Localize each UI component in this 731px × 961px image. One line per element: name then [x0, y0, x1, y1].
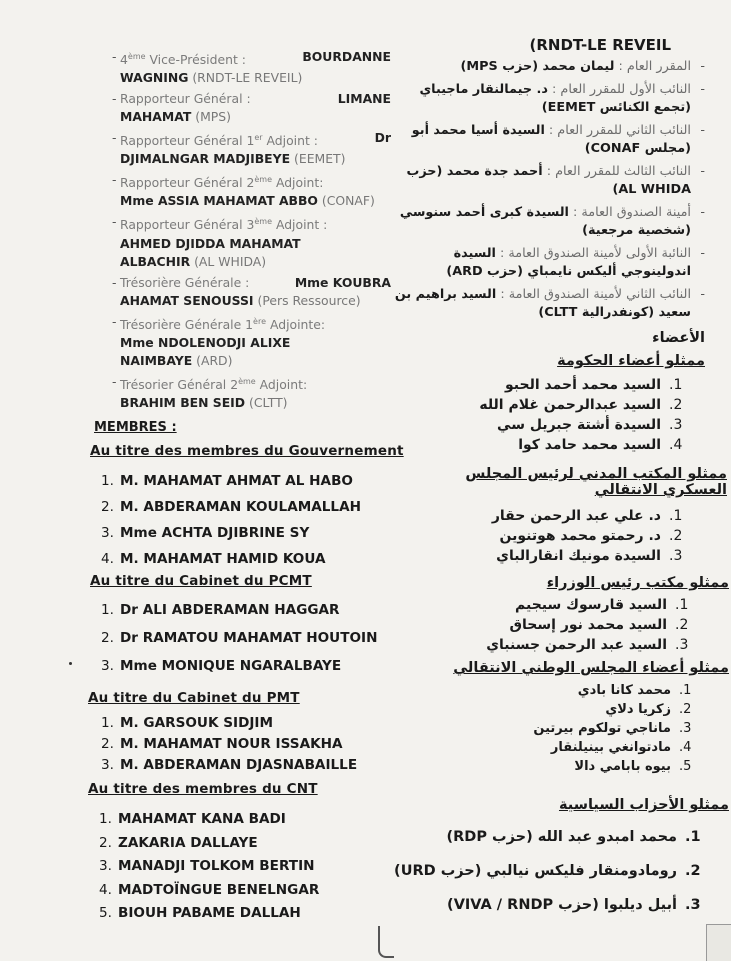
member-name: MADTOÏNGUE BENELNGAR	[118, 881, 320, 898]
officer-role-line	[120, 274, 391, 292]
officer-name-line	[120, 69, 391, 87]
ar-officer-entry	[385, 122, 705, 159]
member-item	[96, 902, 319, 926]
ar-member-item	[394, 897, 707, 913]
ar-section-title-pcmt: ممثلو المكتب المدني لرئيس المجلس العسكري الانتقالي	[465, 466, 727, 498]
officer-org: (RNDT-LE REVEIL)	[192, 70, 303, 86]
government-members-list	[88, 468, 361, 572]
ar-member-item	[533, 721, 701, 736]
ar-members-title: الأعضاء	[652, 330, 705, 346]
ink-dot	[69, 662, 72, 665]
ar-member-item	[394, 863, 707, 879]
officer-org: (AL WHIDA)	[194, 253, 267, 269]
ar-member-number: .3	[669, 417, 683, 433]
officer-name: MAHAMAT	[120, 109, 192, 125]
member-item	[88, 734, 357, 755]
ar-member-name: زكريا دلاي	[605, 702, 671, 717]
officer-role: - Trésorière Générale :	[120, 274, 250, 290]
ar-officer-role: النائب الثاني لأمينة الصندوق العامة :	[500, 286, 691, 302]
member-name: MAHAMAT KANA BADI	[118, 811, 286, 827]
member-item	[96, 832, 319, 856]
ar-member-name: السيد محمد أحمد الحبو	[505, 377, 661, 393]
ar-member-item	[486, 597, 697, 613]
officers-list-ar	[385, 58, 705, 327]
ar-member-name: رومادومنقار فليكس نيالبي (حزب URD)	[394, 863, 677, 879]
member-number: 3.	[101, 525, 114, 541]
ar-member-name: أبيل ديلبوا (حزب VIVA / RNDP)	[447, 897, 677, 913]
officer-entry	[86, 274, 391, 310]
ar-officer-role: المقرر العام :	[618, 59, 691, 74]
member-number: 2.	[101, 736, 114, 752]
member-item	[88, 755, 357, 776]
ar-member-item	[479, 417, 691, 433]
section-title-pmt: Au titre du Cabinet du PMT	[88, 690, 300, 706]
member-number: 1.	[101, 602, 114, 618]
ar-member-number: .3	[675, 637, 689, 653]
officer-role-line	[120, 373, 391, 394]
ar-section-title-cnt: ممثلو أعضاء المجلس الوطني الانتقالي	[453, 660, 729, 676]
ar-member-name: د. رحمتو محمد هوتنوين	[499, 528, 661, 544]
ar-member-item	[479, 397, 691, 413]
member-name: Dr ALI ABDERAMAN HAGGAR	[120, 602, 340, 618]
ar-member-name: بيوه بابامي دالا	[574, 759, 671, 774]
ar-member-name: ماناجي تولكوم بيرتين	[533, 721, 671, 736]
pmt-members-list	[88, 713, 357, 776]
ar-officer-name: ليمان محمد (حزب MPS)	[460, 59, 615, 74]
member-number: 4.	[101, 551, 114, 567]
handwritten-mark	[378, 926, 394, 958]
ar-member-number: .1	[669, 508, 683, 524]
member-item	[88, 468, 361, 494]
officer-entry	[86, 373, 391, 412]
ar-member-item	[486, 617, 697, 633]
member-name: BIOUH PABAME DALLAH	[118, 905, 301, 921]
member-number: 2.	[101, 499, 114, 515]
member-name: M. GARSOUK SIDJIM	[120, 715, 273, 731]
officer-org: (ARD)	[196, 352, 233, 368]
ar-section-title-parties: ممثلو الأحزاب السياسية	[558, 797, 729, 813]
ar-member-name: السيد محمد حامد كوا	[518, 437, 661, 453]
member-name: M. MAHAMAT HAMID KOUA	[120, 551, 326, 567]
member-name: MANADJI TOLKOM BERTIN	[118, 858, 315, 874]
ar-member-name: السيدة مونيك انقارالباي	[496, 548, 661, 564]
ar-member-number: .1	[675, 597, 689, 613]
officer-role: - Rapporteur Général 3ème Adjoint :	[120, 217, 328, 233]
member-number: 2.	[99, 834, 112, 851]
members-title: MEMBRES :	[94, 420, 177, 435]
ar-officer-entry	[385, 81, 705, 118]
ar-officer-entry	[385, 163, 705, 200]
member-number: 1.	[101, 473, 114, 489]
officer-role: - Rapporteur Général 2ème Adjoint:	[120, 175, 324, 191]
member-item	[96, 808, 319, 832]
ar-member-item	[533, 702, 701, 717]
member-number: 2.	[101, 630, 114, 646]
officer-name-part: Mme KOUBRA	[294, 274, 391, 290]
officer-role-line	[120, 171, 391, 192]
ar-member-name: محمد امبدو عبد الله (حزب RDP)	[446, 829, 677, 845]
ar-section-title-pmt: ممثلو مكتب رئيس الوزراء	[546, 575, 729, 591]
officer-role-line	[120, 213, 391, 234]
officer-name-line	[120, 108, 391, 126]
ar-member-name: السيد عبدالرحمن غلام الله	[479, 397, 661, 413]
officer-name-line	[120, 394, 391, 412]
ar-member-name: السيد قارسوك سيجيم	[515, 597, 667, 613]
ar-member-item	[394, 829, 707, 845]
officer-name-part: BOURDANNE	[302, 49, 391, 64]
member-number: 3.	[101, 658, 114, 674]
member-name: Dr RAMATOU MAHAMAT HOUTOIN	[120, 630, 378, 646]
member-name: M. ABDERAMAN DJASNABAILLE	[120, 757, 358, 773]
officer-entry	[86, 171, 391, 210]
ar-member-number: .1	[669, 377, 683, 393]
ar-member-number: .2	[685, 863, 701, 879]
ar-member-name: د. علي عبد الرحمن حقار	[491, 508, 661, 524]
ar-pmt-members-list	[486, 597, 697, 657]
member-item	[96, 879, 319, 903]
page-corner-fold	[706, 924, 731, 961]
officer-org: (Pers Ressource)	[257, 292, 361, 308]
officer-name: BRAHIM BEN SEID	[120, 394, 246, 410]
ar-member-name: السيدة أشتة جبريل سي	[497, 417, 661, 433]
ar-member-number: .4	[679, 740, 692, 755]
member-name: Mme MONIQUE NGARALBAYE	[120, 658, 342, 674]
officer-role-line	[120, 90, 391, 108]
member-number: 1.	[101, 715, 114, 731]
member-name: Mme ACHTA DJIBRINE SY	[120, 525, 310, 541]
ar-member-number: .1	[679, 683, 692, 698]
member-item	[88, 596, 377, 624]
officer-role-line	[120, 129, 391, 150]
ar-member-number: .2	[669, 528, 683, 544]
member-item	[88, 546, 361, 572]
ar-officer-role: النائب الثالث للمقرر العام :	[546, 163, 691, 179]
member-name: ZAKARIA DALLAYE	[118, 834, 258, 851]
ar-officer-entry	[385, 58, 705, 77]
ar-member-name: مادتوانغي بينيلنقار	[550, 740, 671, 755]
member-number: 4.	[99, 881, 112, 898]
ar-officer-role: النائب الأول للمقرر العام :	[552, 81, 691, 97]
section-title-pcmt: Au titre du Cabinet du PCMT	[90, 573, 312, 589]
ar-officer-name: السيدة اندولينوجي أليكس نايمباي (حزب ARD)	[446, 245, 691, 279]
cnt-members-list	[96, 808, 319, 926]
ar-member-item	[492, 548, 691, 564]
ar-member-number: .4	[669, 437, 683, 453]
member-item	[88, 520, 361, 546]
member-name: M. MAHAMAT AHMAT AL HABO	[120, 473, 353, 489]
ar-officer-name: السيد براهيم بن سعيد (كونفدرالية CLTT)	[394, 286, 691, 320]
officer-role: - Trésorière Générale 1ère Adjointe:	[120, 316, 326, 332]
officer-role-line	[120, 313, 391, 334]
officer-name: Mme NDOLENODJI ALIXE	[120, 334, 291, 350]
ar-officer-name: د. جيمالنقار ماجيباي (تجمع الكنائس EEMET)	[419, 81, 691, 115]
ar-officer-name: أحمد جدة محمد (حزب AL WHIDA)	[406, 163, 691, 197]
officer-name-line	[120, 292, 391, 310]
member-number: 3.	[99, 858, 112, 874]
member-number: 1.	[99, 811, 112, 827]
officer-name: Mme ASSIA MAHAMAT ABBO	[120, 193, 318, 209]
ar-officer-name: السيدة كبرى أحمد سنوسي (شخصية مرجعية)	[399, 204, 691, 238]
ar-section-title-government: ممثلو أعضاء الحكومة	[557, 353, 705, 369]
ar-member-item	[533, 683, 701, 698]
ar-member-item	[492, 528, 691, 544]
ar-government-members-list	[479, 377, 691, 457]
officer-name-line	[120, 192, 391, 210]
officer-name-line	[120, 334, 391, 370]
officer-entry	[86, 129, 391, 168]
ar-member-item	[533, 759, 701, 774]
ar-officer-name: السيدة أسيا محمد أبو (مجلس CONAF)	[411, 122, 691, 156]
ar-officer-role: أمينة الصندوق العامة :	[573, 204, 691, 220]
officer-org: (EEMET)	[294, 151, 346, 167]
pcmt-members-list	[88, 596, 377, 680]
ar-officer-role: النائبة الأولى لأمينة الصندوق العامة :	[500, 245, 691, 261]
ar-member-item	[479, 377, 691, 393]
ar-officer-role: النائب الثاني للمقرر العام :	[548, 122, 691, 138]
officer-name: WAGNING	[120, 70, 189, 86]
ar-member-number: .3	[679, 721, 692, 736]
officer-name: AHAMAT SENOUSSI	[120, 292, 254, 308]
ar-member-number: .3	[669, 548, 683, 564]
member-name: M. MAHAMAT NOUR ISSAKHA	[120, 736, 343, 752]
section-title-cnt: Au titre des membres du CNT	[88, 781, 318, 797]
ar-pcmt-members-list	[492, 508, 691, 568]
section-title-government: Au titre des membres du Gouvernement	[90, 443, 404, 459]
member-item	[88, 652, 377, 680]
member-item	[88, 713, 357, 734]
member-item	[88, 624, 377, 652]
ar-member-item	[492, 508, 691, 524]
officer-name-line	[120, 235, 391, 271]
ar-header-party: (RNDT-LE REVEIL	[529, 36, 671, 54]
officer-role: - 4ème Vice-Président :	[120, 52, 246, 68]
officer-name-part: LIMANE	[337, 91, 391, 107]
ar-member-item	[486, 637, 697, 653]
officer-org: (MPS)	[195, 109, 231, 125]
ar-member-name: محمد كانا بادي	[577, 683, 671, 698]
member-item	[96, 855, 319, 879]
member-number: 3.	[101, 757, 114, 773]
officer-name: AHMED DJIDDA MAHAMAT	[120, 235, 301, 251]
officer-name-cont: NAIMBAYE	[120, 352, 193, 368]
ar-officer-entry	[385, 245, 705, 282]
ar-member-name: السيد محمد نور إسحاق	[509, 617, 667, 633]
member-item	[88, 494, 361, 520]
ar-member-number: .5	[679, 759, 692, 774]
officer-name: DJIMALNGAR MADJIBEYE	[120, 151, 291, 167]
ar-cnt-members-list	[533, 683, 701, 778]
officer-name-line	[120, 150, 391, 168]
officer-org: (CONAF)	[321, 193, 375, 209]
officer-org: (CLTT)	[249, 394, 288, 410]
officer-name-part: Dr	[374, 130, 391, 146]
ar-member-number: .3	[685, 897, 701, 913]
officer-role: - Rapporteur Général :	[120, 91, 251, 107]
ar-parties-members-list	[394, 829, 707, 931]
ar-member-name: السيد عبد الرحمن جسنباي	[486, 637, 667, 653]
officer-role: - Rapporteur Général 1er Adjoint :	[120, 133, 318, 149]
ar-member-number: .1	[685, 829, 701, 845]
ar-officer-entry	[385, 286, 705, 323]
officer-entry	[86, 213, 391, 270]
member-name: M. ABDERAMAN KOULAMALLAH	[120, 499, 361, 515]
ar-member-number: .2	[679, 702, 692, 717]
ar-member-item	[479, 437, 691, 453]
member-number: 5.	[99, 905, 112, 921]
ar-member-number: .2	[669, 397, 683, 413]
officer-entry	[86, 90, 391, 126]
ar-member-number: .2	[675, 617, 689, 633]
ar-member-item	[533, 740, 701, 755]
officer-name-cont: ALBACHIR	[120, 253, 191, 269]
officer-role: - Trésorier Général 2ème Adjoint:	[120, 376, 308, 392]
officers-list-fr	[86, 48, 391, 415]
officer-entry	[86, 313, 391, 370]
ar-officer-entry	[385, 204, 705, 241]
